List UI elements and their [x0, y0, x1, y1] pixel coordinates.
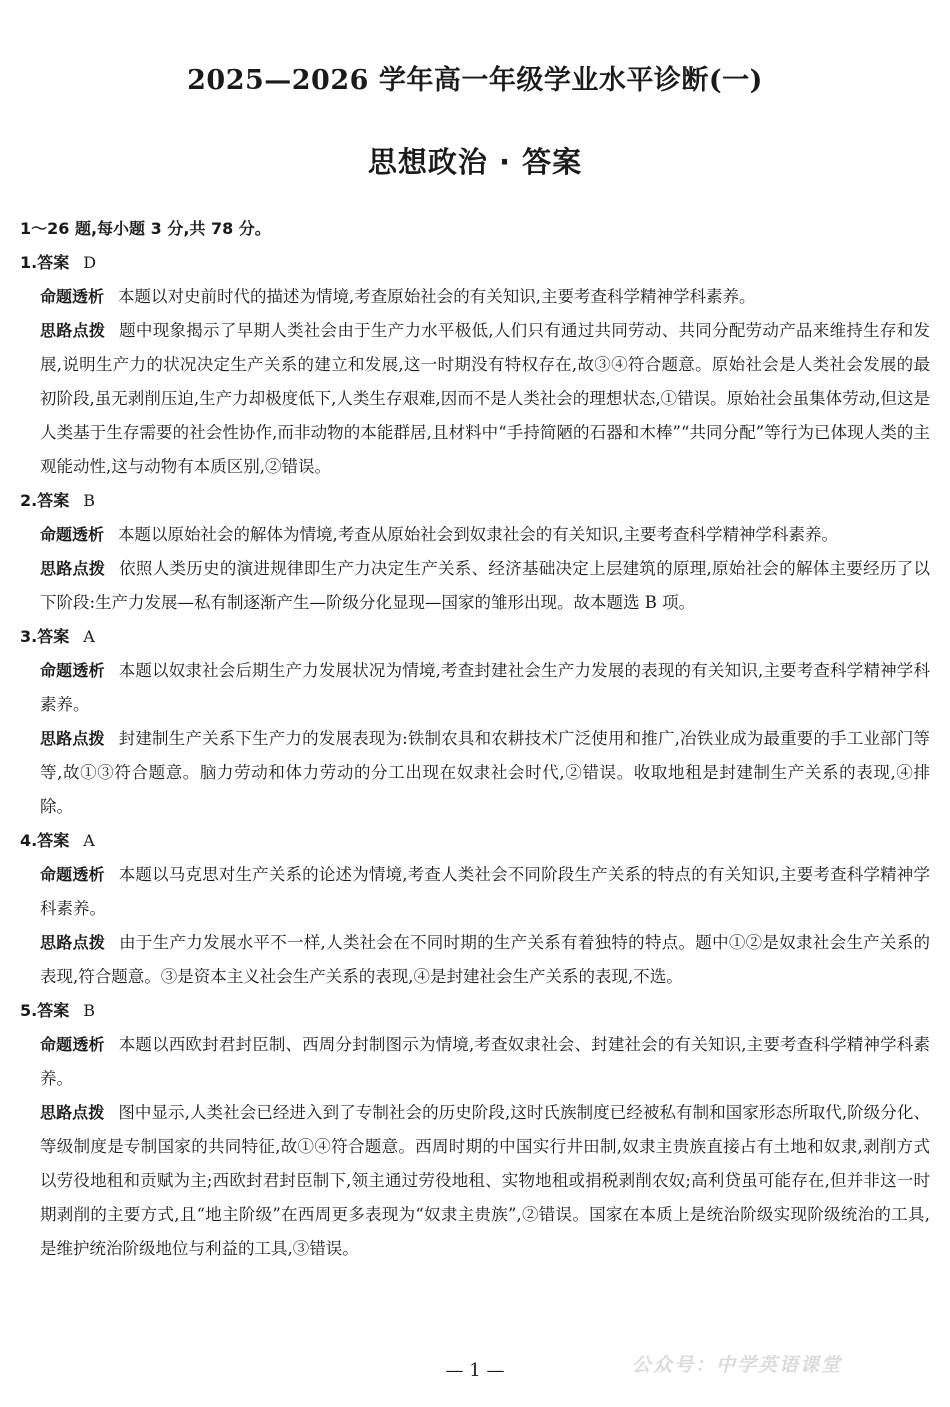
- answer-choice: A: [83, 831, 95, 850]
- answer-label: 答案: [37, 627, 70, 646]
- hint-paragraph: [20, 926, 930, 994]
- analysis-label: 命题透析: [40, 525, 105, 544]
- hint-text: 题中现象揭示了早期人类社会由于生产力水平极低,人们只有通过共同劳动、共同分配劳动产品来维持生存和发展,说明生产力的状况决定生产关系的建立和发展,这一时期没有特权存在,故③④符合题意。原始社会是人类社会发展的最初阶段,虽无剥削压迫,生产力却极度低下,人类生存艰难,因而不是人类社会的理想状态,①错误。原始社会虽集体劳动,但这是人类基于生存需要的社会性协作,而非动物的本能群居,且材料中“手持简陋的石器和木棒”“共同分配”等行为已体现人类的主观能动性,这与动物有本质区别,②错误。: [40, 321, 930, 476]
- analysis-label: 命题透析: [40, 661, 105, 680]
- answer-choice: B: [83, 1001, 95, 1020]
- question-number: 4.: [20, 831, 38, 850]
- hint-label: 思路点拨: [40, 559, 106, 578]
- page-title: 2025—2026 学年高一年级学业水平诊断(一): [187, 65, 763, 96]
- answer-content: [20, 212, 930, 1266]
- hint-label: 思路点拨: [40, 933, 106, 952]
- question-block: [20, 246, 930, 484]
- question-number: 5.: [20, 1001, 38, 1020]
- question-block: [20, 824, 930, 994]
- question-header: [20, 246, 930, 280]
- hint-text: 图中显示,人类社会已经进入到了专制社会的历史阶段,这时氏族制度已经被私有制和国家形态所取代,阶级分化、等级制度是专制国家的共同特征,故①④符合题意。西周时期的中国实行井田制,奴隶主贵族直接占有土地和奴隶,剥削方式以劳役地租和贡赋为主;西欧封君封臣制下,领主通过劳役地租、实物地租或捐税剥削农奴;高利贷虽可能存在,但并非这一时期剥削的主要方式,且“地主阶级”在西周更多表现为“奴隶主贵族”,②错误。国家在本质上是统治阶级实现阶级统治的工具,是维护统治阶级地位与利益的工具,③错误。: [40, 1103, 930, 1258]
- analysis-paragraph: [20, 280, 930, 314]
- answer-label: 答案: [37, 491, 70, 510]
- answer-label: 答案: [37, 831, 70, 850]
- question-number: 2.: [20, 491, 38, 510]
- hint-paragraph: [20, 552, 930, 620]
- analysis-text: 本题以奴隶社会后期生产力发展状况为情境,考查封建社会生产力发展的表现的有关知识,主要考查科学精神学科素养。: [40, 661, 930, 714]
- analysis-text: 本题以对史前时代的描述为情境,考查原始社会的有关知识,主要考查科学精神学科素养。: [118, 287, 756, 306]
- answer-label: 答案: [37, 1001, 70, 1020]
- hint-label: 思路点拨: [40, 1103, 105, 1122]
- question-number: 1.: [20, 253, 38, 272]
- analysis-text: 本题以马克思对生产关系的论述为情境,考查人类社会不同阶段生产关系的特点的有关知识,主要考查科学精神学科素养。: [40, 865, 930, 918]
- analysis-label: 命题透析: [40, 1035, 105, 1054]
- hint-paragraph: [20, 1096, 930, 1266]
- question-block: [20, 994, 930, 1266]
- question-number: 3.: [20, 627, 38, 646]
- analysis-label: 命题透析: [40, 865, 105, 884]
- analysis-paragraph: [20, 858, 930, 926]
- hint-text: 由于生产力发展水平不一样,人类社会在不同时期的生产关系有着独特的特点。题中①②是奴隶社会生产关系的表现,符合题意。③是资本主义社会生产关系的表现,④是封建社会生产关系的表现,不选。: [40, 933, 930, 986]
- answer-label: 答案: [37, 253, 70, 272]
- hint-paragraph: [20, 314, 930, 484]
- question-header: [20, 620, 930, 654]
- question-header: [20, 994, 930, 1028]
- analysis-paragraph: [20, 654, 930, 722]
- hint-label: 思路点拨: [40, 729, 105, 748]
- question-header: [20, 824, 930, 858]
- hint-text: 封建制生产关系下生产力的发展表现为:铁制农具和农耕技术广泛使用和推广,冶铁业成为最重要的手工业部门等等,故①③符合题意。脑力劳动和体力劳动的分工出现在奴隶社会时代,②错误。收取地租是封建制生产关系的表现,④排除。: [40, 729, 930, 816]
- page-number: — 1 —: [445, 1360, 505, 1381]
- answer-choice: D: [83, 253, 97, 272]
- hint-paragraph: [20, 722, 930, 824]
- hint-label: 思路点拨: [40, 321, 106, 340]
- analysis-text: 本题以西欧封君封臣制、西周分封制图示为情境,考查奴隶社会、封建社会的有关知识,主要考查科学精神学科素养。: [40, 1035, 930, 1088]
- answer-choice: A: [83, 627, 95, 646]
- page-subtitle: 思想政治 · 答案: [367, 145, 583, 179]
- analysis-text: 本题以原始社会的解体为情境,考查从原始社会到奴隶社会的有关知识,主要考查科学精神学科素养。: [118, 525, 839, 544]
- scoring-intro: 1～26 题,每小题 3 分,共 78 分。: [20, 219, 271, 238]
- question-block: [20, 620, 930, 824]
- question-header: [20, 484, 930, 518]
- answer-choice: B: [83, 491, 95, 510]
- analysis-paragraph: [20, 1028, 930, 1096]
- watermark: 公众号：中学英语课堂: [632, 1354, 843, 1376]
- analysis-paragraph: [20, 518, 930, 552]
- analysis-label: 命题透析: [40, 287, 105, 306]
- hint-text: 依照人类历史的演进规律即生产力决定生产关系、经济基础决定上层建筑的原理,原始社会的解体主要经历了以下阶段:生产力发展—私有制逐渐产生—阶级分化显现—国家的雏形出现。故本题选 B 项。: [40, 559, 930, 612]
- question-block: [20, 484, 930, 620]
